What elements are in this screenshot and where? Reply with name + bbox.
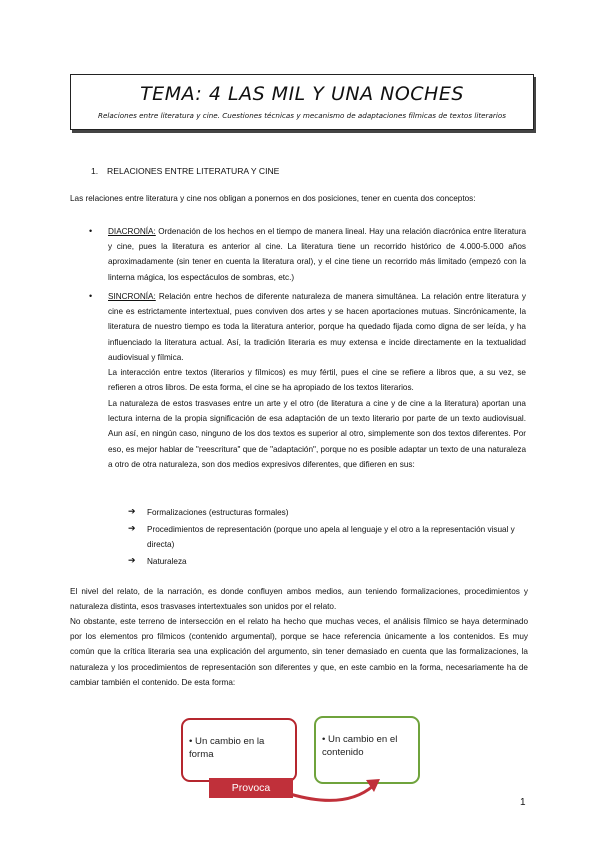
- diacronia-term: DIACRONÍA:: [108, 227, 156, 236]
- arrow-right-icon: ➔: [128, 555, 136, 565]
- sincronia-term: SINCRONÍA:: [108, 292, 156, 301]
- list-item: Formalizaciones (estructuras formales): [147, 508, 289, 517]
- bullet-dot: •: [89, 291, 93, 301]
- arrow-right-icon: ➔: [128, 523, 136, 533]
- interaction-paragraph: La interacción entre textos (literarios y fílmicos) es muy fértil, pues el cine se refiere a libros que, a su vez, se refieren a otros libros. De esta forma, el cine se ha apropiado de los textos literarios.: [108, 368, 526, 393]
- section-number: 1.: [91, 166, 99, 176]
- page-subtitle: Relaciones entre literatura y cine. Cuestiones técnicas y mecanismo de adaptaciones fílmicas de textos literarios: [97, 111, 507, 120]
- diagram-form-text: • Un cambio en la forma: [189, 736, 265, 760]
- bullet-dot: •: [89, 226, 93, 236]
- obstante-paragraph: No obstante, este terreno de intersección en el relato ha hecho que muchas veces, el análisis fílmico se haya determinado por los elementos pro fílmicos (contenido argumental), porque se hace referencia únicamente a los contenidos. Es muy común que la crítica literaria sea una explicación del argumento, sin tener demasiado en cuenta que las formalizaciones, la naturaleza y los procedimientos de representación son diferentes y que, en este cambio en la forma, necesariamente ha de cambiar también el contenido. De esta forma:: [70, 617, 528, 687]
- diacronia-text: Ordenación de los hechos en el tiempo de manera lineal. Hay una relación diacrónica entre literatura y cine, pues la literatura es anterior al cine. La literatura tiene un recorrido histórico de 4.000-5.000 años aproximadamente (sin tener en cuenta la literatura oral), y el cine tiene un recorrido más limitado (empezó con la linterna mágica, los espectáculos de sombras, etc.): [108, 227, 526, 282]
- section-title: RELACIONES ENTRE LITERATURA Y CINE: [107, 166, 280, 176]
- page-title: TEMA: 4 LAS MIL Y UNA NOCHES: [140, 83, 464, 105]
- page-number: 1: [520, 797, 526, 808]
- diagram-content-text: • Un cambio en el contenido: [322, 734, 398, 758]
- naturaleza-paragraph: La naturaleza de estos trasvases entre un arte y el otro (de literatura a cine y de cine a la literatura) aportan una lectura interna de la propia significación de esa adaptación de un texto literario por parte de un texto audiovisual. Aun así, en ningún caso, ninguno de los dos textos es superior al otro, simplemente son dos textos diferentes. Por eso, es mejor hablar de "reescritura" que de "adaptación", porque no es posible adaptar un texto de una naturaleza a otro de otra naturaleza, son dos medios expresivos diferentes, que difieren en sus:: [108, 399, 526, 469]
- provoca-label: Provoca: [209, 778, 293, 798]
- arrow-right-icon: ➔: [128, 506, 136, 516]
- sincronia-text: Relación entre hechos de diferente naturaleza de manera simultánea. La relación entre literatura y cine es estrictamente intertextual, pues conviven dos artes y se hacen aportaciones mutuas. Sincrónicamente, la literatura de nuestro tiempo es toda la literatura anterior, porque ha quedado fijada como digna de ser leída, y ha influenciado la literatura actual. Así, la tradición literaria es muy extensa e incide directamente en la textualidad audiovisual y fílmica.: [108, 292, 526, 362]
- relato-paragraph: El nivel del relato, de la narración, es donde confluyen ambos medios, aun teniendo formalizaciones, procedimientos y naturaleza distinta, esos trasvases intertextuales son unidos por el relato.: [70, 587, 528, 612]
- diagram-arrow-curve: [290, 786, 373, 800]
- list-item: Procedimientos de representación (porque uno apela al lenguaje y el otro a la representación visual y directa): [147, 525, 515, 550]
- intro-paragraph: Las relaciones entre literatura y cine nos obligan a ponernos en dos posiciones, tener en cuenta dos conceptos:: [70, 194, 476, 203]
- list-item: Naturaleza: [147, 557, 187, 566]
